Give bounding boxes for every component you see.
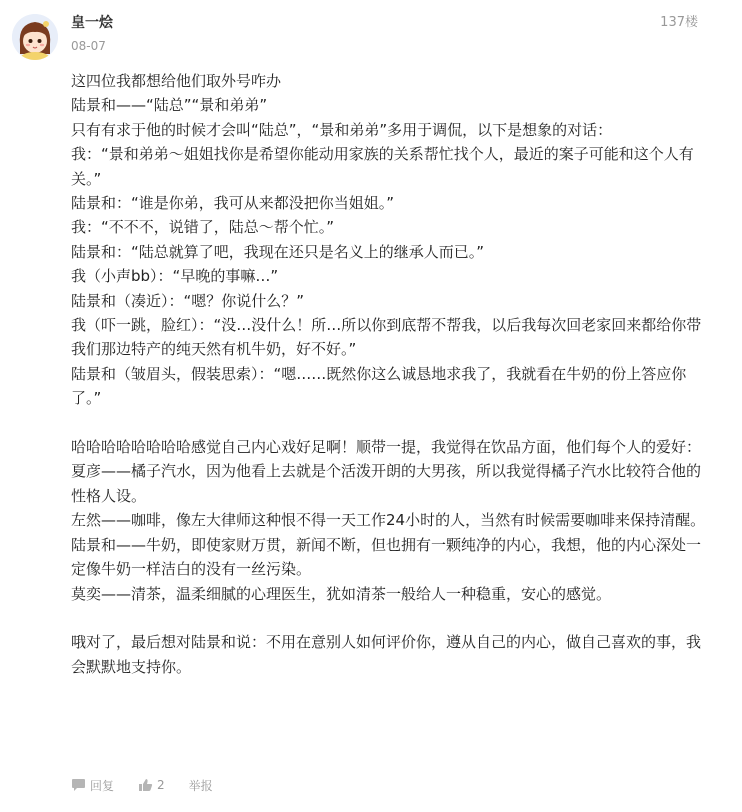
comment-paragraph: 陆景和：“谁是你弟，我可从来都没把你当姐姐。” <box>71 194 395 213</box>
comment-paragraph: 哦对了，最后想对陆景和说：不用在意别人如何评价你，遵从自己的内心，做自己喜欢的事，我会默默地支持你。 <box>71 633 702 676</box>
comment-paragraph: 我（吓一跳，脸红）：“没…没什么！所…所以你到底帮不帮我，以后我每次回老家回来都给你带我们那边特产的纯天然有机牛奶，好不好。” <box>71 316 702 359</box>
reply-button[interactable] <box>71 777 114 794</box>
paragraph-spacer <box>71 606 711 630</box>
comment-paragraph: 莫奕——清茶，温柔细腻的心理医生，犹如清茶一般给人一种稳重，安心的感觉。 <box>71 584 612 603</box>
reply-label: 回复 <box>90 778 115 793</box>
speech-bubble-icon <box>71 778 86 792</box>
like-button[interactable] <box>138 778 165 792</box>
comment-paragraph: 陆景和——牛奶，即使家财万贯，新闻不断，但也拥有一颗纯净的内心，我想，他的内心深处一定像牛奶一样洁白的没有一丝污染。 <box>71 535 702 579</box>
comment-paragraph: 这四位我都想给他们取外号咋办 <box>71 72 282 90</box>
comment-paragraph: 只有有求于他的时候才会叫“陆总”，“景和弟弟”多用于调侃，以下是想象的对话： <box>71 120 613 139</box>
comment-paragraph: 哈哈哈哈哈哈哈哈感觉自己内心戏好足啊！顺带一提，我觉得在饮品方面，他们每个人的爱好： <box>71 438 702 457</box>
comment-paragraph: 夏彦——橘子汽水，因为他看上去就是个活泼开朗的大男孩，所以我觉得橘子汽水比较符合他的性格人设。 <box>71 462 702 505</box>
comment-paragraph: 陆景和（凑近）：“嗯？你说什么？” <box>71 291 305 310</box>
comment-paragraph: 陆景和（皱眉头，假装思索）：“嗯……既然你这么诚恳地求我了，我就看在牛奶的份上答应你了。” <box>71 364 687 408</box>
comment-paragraph: 陆景和——“陆总”“景和弟弟” <box>71 96 268 115</box>
comment-paragraph: 我：“不不不，说错了，陆总～帮个忙。” <box>71 218 335 237</box>
floor-number: 137楼 <box>660 15 698 30</box>
comment-actions <box>71 775 237 795</box>
paragraph-spacer <box>71 411 711 435</box>
comment-paragraph: 陆景和：“陆总就算了吧，我现在还只是名义上的继承人而已。” <box>71 242 485 261</box>
comment-paragraph: 左然——咖啡，像左大律师这种恨不得一天工作24小时的人，当然有时候需要咖啡来保持清醒。 <box>71 511 706 530</box>
cartoon-girl-avatar-icon <box>12 14 58 60</box>
username[interactable]: 皇一烩 <box>71 15 113 31</box>
thumbs-up-icon <box>138 778 153 792</box>
comment-paragraph: 我（小声bb）：“早晚的事嘛…” <box>71 267 279 286</box>
comment-body <box>71 69 711 679</box>
comment-date: 08-07 <box>71 39 106 53</box>
avatar[interactable] <box>12 14 58 60</box>
like-count: 2 <box>157 778 165 792</box>
comment-paragraph: 我：“景和弟弟～姐姐找你是希望你能动用家族的关系帮忙找个人，最近的案子可能和这个人有关。” <box>71 145 694 188</box>
report-button[interactable] <box>189 777 213 794</box>
report-label: 举报 <box>188 778 213 793</box>
